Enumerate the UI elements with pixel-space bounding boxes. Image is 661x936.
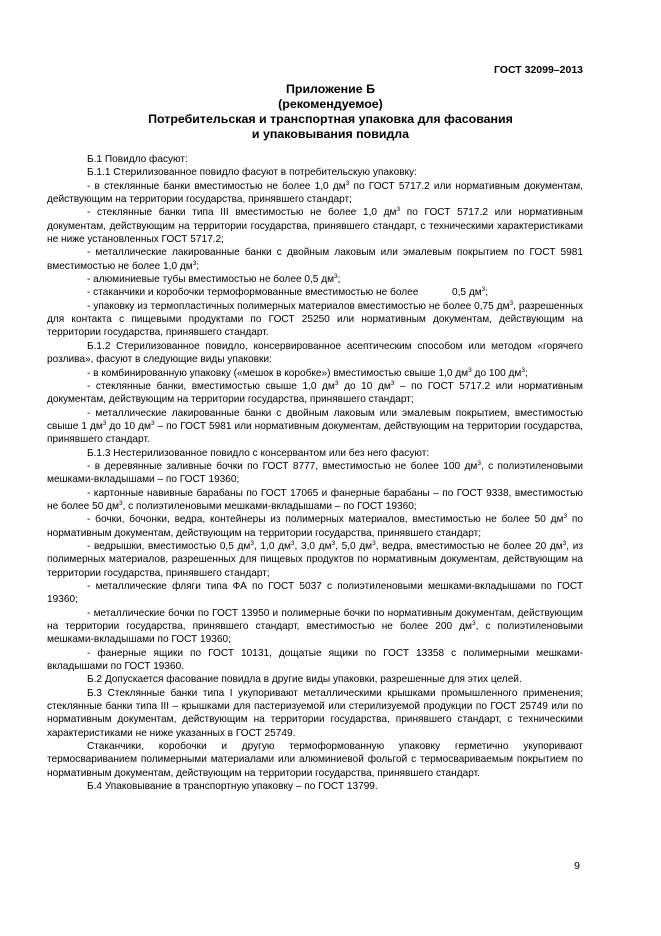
list-item: - металлические лакированные банки с двойным лаковым или эмалевым покрытием, вместимостью свыше 1 $дм^3$ до 10 $дм^3$ – по ГОСТ 5981 или нормативным документам, действующим на территории государства, принявшего стандарт. <box>47 407 583 446</box>
paragraph: Б.1.3 Нестерилизованное повидло с консервантом или без него фасуют: <box>87 447 430 459</box>
paragraph: Стаканчики, коробочки и другую термоформованную упаковку герметично укупоривают термосвариванием полимерными материалами или алюминиевой фольгой с термосвариваемым покрытием по нормативным документам, действующим на территории государства, принявшего стандарт. <box>47 741 583 779</box>
paragraph: Б.2 Допускается фасование повидла в другие виды упаковки, разрешенные для этих целей. <box>87 674 522 686</box>
standard-number: ГОСТ 32099–2013 <box>493 64 583 76</box>
paragraph: Б.1 Повидло фасуют: <box>87 154 188 165</box>
list-item: - в деревянные заливные бочки по ГОСТ 8777, вместимостью не более 100 $дм^3$, с полиэтиленовыми мешками-вкладышами – по ГОСТ 19360; <box>47 459 584 486</box>
appendix-subtitle-line-2: и упаковывания повидла <box>251 127 410 141</box>
appendix-status: (рекомендуемое) <box>278 97 383 111</box>
list-item: - металлические бочки по ГОСТ 13950 и полимерные бочки по нормативным документам, действующим на территории государства, принявшего стандарт, вместимостью не более 200 $дм^3$, с полиэтиленовыми мешками-вкладышами по ГОСТ 19360; <box>47 607 583 646</box>
appendix-heading <box>60 82 601 142</box>
list-item: - фанерные ящики по ГОСТ 10131, дощатые ящики по ГОСТ 13358 с полимерными мешками-вкладышами по ГОСТ 19360. <box>47 647 583 673</box>
list-item: - стеклянные банки, вместимостью свыше 1,0 $дм^3$ до 10 $дм^3$ – по ГОСТ 5717.2 или нормативным документам, действующим на территории государства, принявшего стандарт; <box>47 379 583 406</box>
list-item: - в стеклянные банки вместимостью не более 1,0 $дм^3$ по ГОСТ 5717.2 или нормативным документам, действующим на территории государства, принявшего стандарт; <box>47 179 583 206</box>
paragraph: Б.4 Упаковывание в транспортную упаковку – по ГОСТ 13799. <box>87 781 378 793</box>
paragraph: Б.1.2 Стерилизованное повидло, консервированное асептическим способом или методом «горячего розлива», фасуют в следующие виды упаковки: <box>47 340 583 366</box>
appendix-title: Приложение Б <box>285 82 376 96</box>
list-item: - алюминиевые тубы вместимостью не более 0,5 $дм^3$; <box>87 273 341 286</box>
list-item: - ведрышки, вместимостью 0,5 $дм^3$, 1,0 $дм^3$, 3,0 $дм^3$, 5,0 $дм^3$, ведра, вместимостью не более 20 $дм^3$, из полимерных материалов, разрешенных для пищевых продуктов по нормативным документам, действующим на территории государства, принявшего стандарт; <box>47 539 584 579</box>
list-item: - металлические фляги типа ФА по ГОСТ 5037 с полиэтиленовыми мешками-вкладышами по ГОСТ 19360; <box>47 581 583 606</box>
document-body <box>47 153 583 794</box>
list-item: - металлические лакированные банки с двойным лаковым или эмалевым покрытием по ГОСТ 5981 вместимостью не более 1,0 $дм^3$; <box>47 247 583 272</box>
page-number: 9 <box>574 860 580 872</box>
list-item: - стаканчики и коробочки термоформованные вместимостью не более 0,5 $дм^3$; <box>87 286 489 299</box>
list-item: - упаковку из термопластичных полимерных материалов вместимостью не более 0,75 $дм^3$, разрешенных для контакта с пищевыми продуктами по ГОСТ 25250 или нормативным документам, действующим на территории государства, принявшего стандарт. <box>47 299 583 339</box>
list-item: - в комбинированную упаковку («мешок в коробке») вместимостью свыше 1,0 $дм^3$ до 100 $дм^3$; <box>87 366 528 379</box>
list-item: - стеклянные банки типа III вместимостью не более 1,0 $дм^3$ по ГОСТ 5717.2 или нормативным документам, действующим на территории государства, принявшего стандарт, с техническими характеристиками не ниже установленных ГОСТ 5717.2; <box>47 206 583 246</box>
paragraph: Б.1.1 Стерилизованное повидло фасуют в потребительскую упаковку: <box>87 167 417 179</box>
paragraph: Б.3 Стеклянные банки типа I укупоривают металлическими крышками промышленного применения; стеклянные банки типа III – крышками для пастеризуемой или стерилизуемой продукции по ГОСТ 25749 или по нормативным документам, действующим на территории государства, принявшего стандарт, с техническими характеристиками не ниже указанных в ГОСТ 25749. <box>47 687 583 739</box>
list-item: - картонные навивные барабаны по ГОСТ 17065 и фанерные барабаны – по ГОСТ 9338, вместимостью не более 50 $дм^3$, с полиэтиленовыми мешками-вкладышами – по ГОСТ 19360; <box>47 487 583 512</box>
list-item: - бочки, бочонки, ведра, контейнеры из полимерных материалов, вместимостью не более 50 $дм^3$ по нормативным документам, действующим на территории государства, принявшего стандарт; <box>47 513 584 539</box>
appendix-subtitle-line-1: Потребительская и транспортная упаковка для фасования <box>148 112 513 126</box>
